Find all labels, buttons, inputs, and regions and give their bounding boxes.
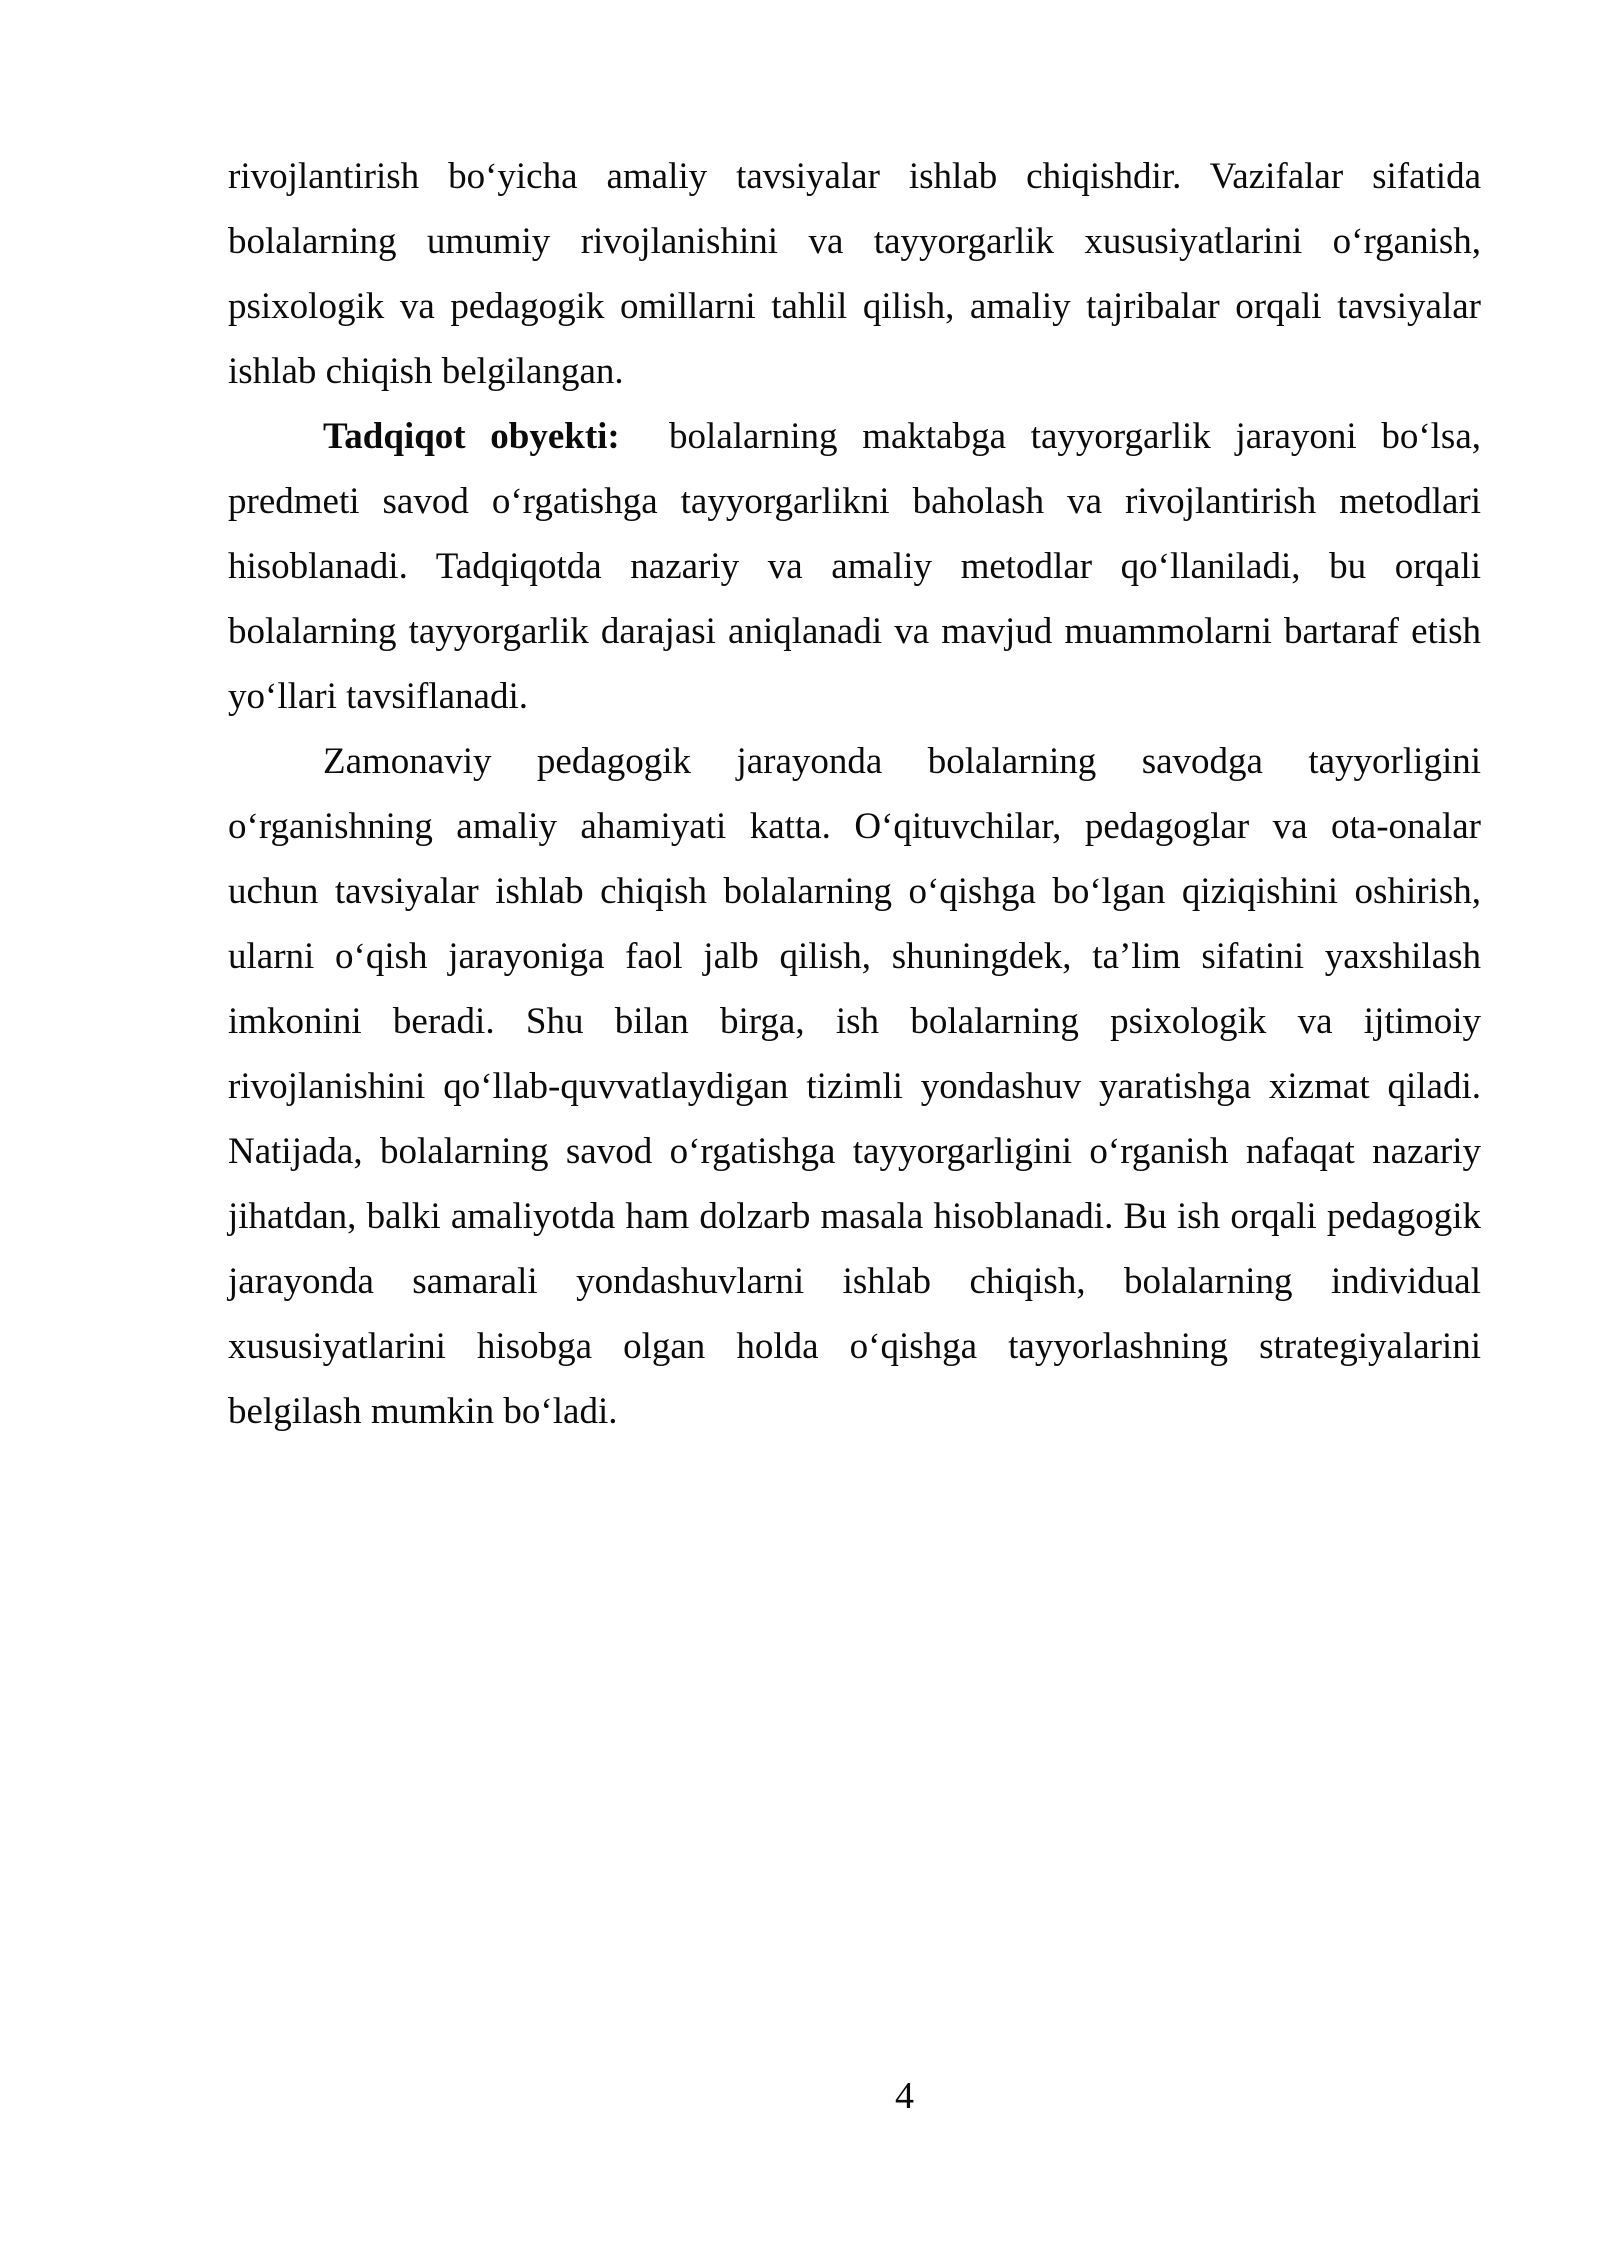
text-line: yo‘llari tavsiflanadi. (228, 676, 529, 717)
text-line: bolalarning tayyorgarlik darajasi aniqlanadi va mavjud muammolarni bartaraf etish (228, 611, 1481, 652)
text-line: xususiyatlarini hisobga olgan holda o‘qishga tayyorlashning strategiyalarini (228, 1326, 1481, 1367)
page-number: 4 (895, 2075, 914, 2117)
text-line: predmeti savod o‘rgatishga tayyorgarlikni baholash va rivojlantirish metodlari (228, 481, 1481, 522)
text-line: Zamonaviy pedagogik jarayonda bolalarning savodga tayyorligini (323, 741, 1481, 782)
text-line: rivojlanishini qo‘llab-quvvatlaydigan tizimli yondashuv yaratishga xizmat qiladi. (228, 1066, 1481, 1107)
text-line: psixologik va pedagogik omillarni tahlil qilish, amaliy tajribalar orqali tavsiyalar (228, 286, 1481, 327)
text-line: ishlab chiqish belgilangan. (228, 351, 624, 392)
text-line: o‘rganishning amaliy ahamiyati katta. O‘qituvchilar, pedagoglar va ota-onalar (228, 806, 1481, 847)
text-segment: bolalarning maktabga tayyorgarlik jarayoni bo‘lsa, (619, 416, 1481, 457)
text-line: belgilash mumkin bo‘ladi. (228, 1391, 618, 1432)
text-line: imkonini beradi. Shu bilan birga, ish bolalarning psixologik va ijtimoiy (228, 1001, 1481, 1042)
text-line: jarayonda samarali yondashuvlarni ishlab chiqish, bolalarning individual (228, 1261, 1481, 1302)
research-object-label: Tadqiqot obyekti: (323, 416, 620, 457)
text-line: uchun tavsiyalar ishlab chiqish bolalarning o‘qishga bo‘lgan qiziqishini oshirish, (228, 871, 1481, 912)
text-line: hisoblanadi. Tadqiqotda nazariy va amaliy metodlar qo‘llaniladi, bu orqali (228, 546, 1481, 587)
text-line: jihatdan, balki amaliyotda ham dolzarb masala hisoblanadi. Bu ish orqali pedagogik (228, 1196, 1481, 1237)
text-line: rivojlantirish bo‘yicha amaliy tavsiyalar ishlab chiqishdir. Vazifalar sifatida (228, 156, 1481, 197)
text-line: ularni o‘qish jarayoniga faol jalb qilish, shuningdek, ta’lim sifatini yaxshilash (228, 936, 1481, 977)
text-line: Natijada, bolalarning savod o‘rgatishga tayyorgarligini o‘rganish nafaqat nazariy (228, 1131, 1481, 1172)
text-line: bolalarning umumiy rivojlanishini va tayyorgarlik xususiyatlarini o‘rganish, (228, 221, 1481, 262)
body-text (228, 144, 1481, 1444)
text-line (228, 404, 1481, 469)
